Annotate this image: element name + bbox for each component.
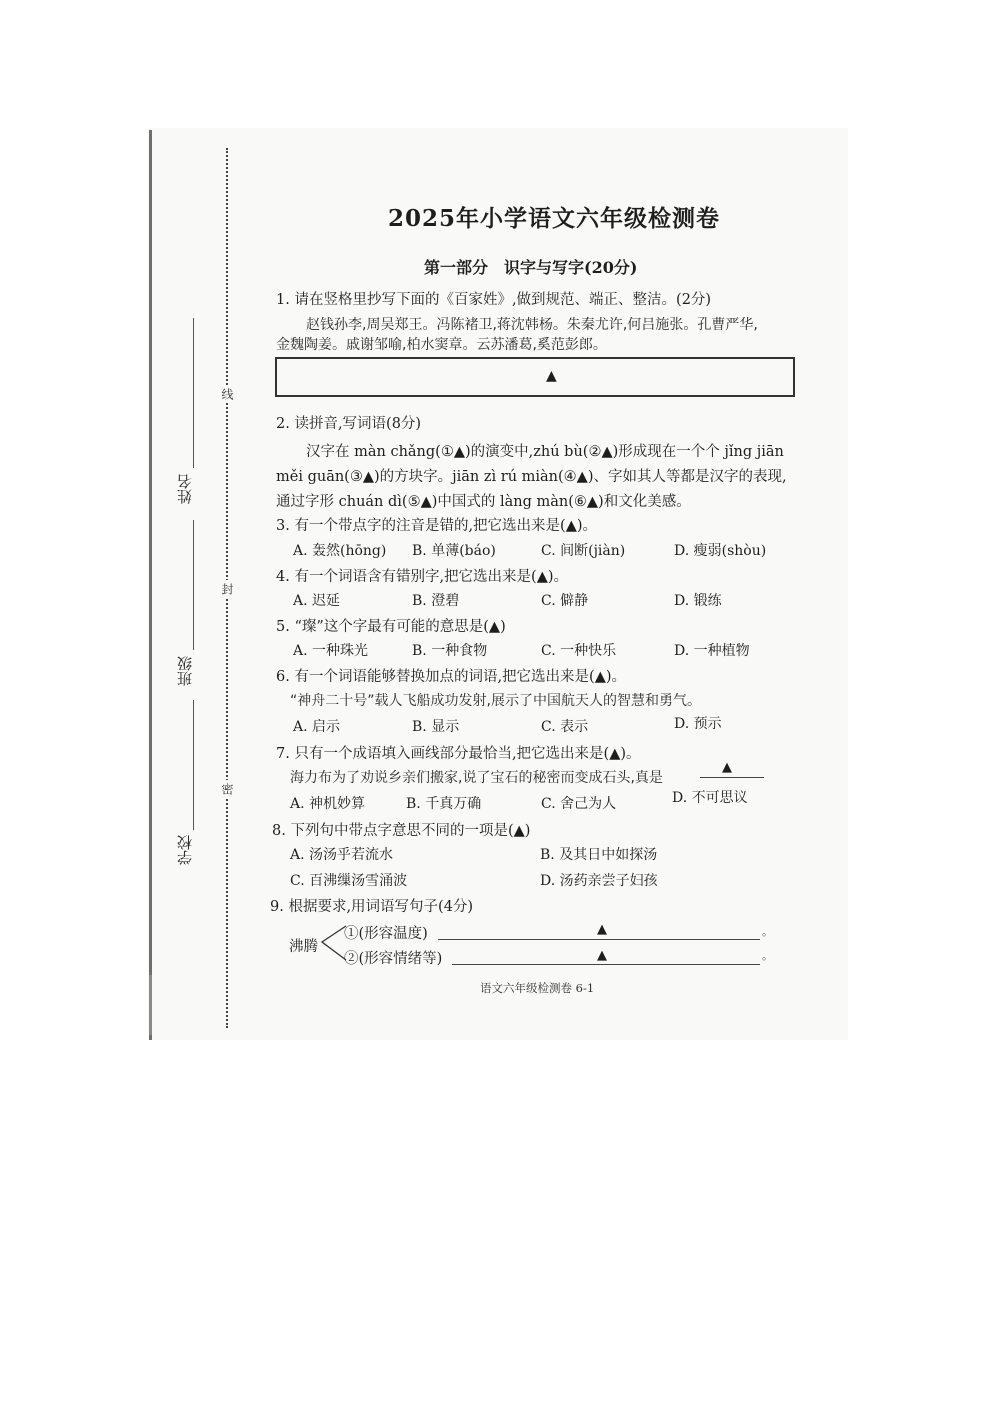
q9-end-mark2: 。 [762,949,773,962]
q5-option-b[interactable]: B. 一种食物 [412,643,488,659]
q9-stem: 9. 根据要求,用词语写句子(4分) [270,899,474,915]
q9-answer-line1[interactable] [438,939,760,940]
q9-answer-mark1: ▲ [597,922,607,937]
q9-item2: ②(形容情绪等) [344,951,443,967]
q6-option-b[interactable]: B. 显示 [412,719,460,735]
q4-option-a[interactable]: A. 迟延 [293,593,341,609]
seal-char-secret: 密 [219,780,236,798]
q1-text-line2: 金魏陶姜。戚谢邹喻,柏水窦章。云苏潘葛,奚范彭郎。 [276,337,607,353]
class-underline [193,520,194,650]
q9-answer-line2[interactable] [452,964,760,965]
q3-stem: 3. 有一个带点字的注音是错的,把它选出来是(▲)。 [276,518,598,534]
section-heading: 第一部分 识字与写字(20分) [424,258,638,277]
school-underline [193,700,194,830]
q8-option-b[interactable]: B. 及其日中如探汤 [540,847,658,863]
q7-option-d[interactable]: D. 不可思议 [672,790,748,806]
q2-text-line2: měi guān(③▲)的方块字。jiān zì rú miàn(④▲)、字如其人等都是汉字的表现, [276,469,787,485]
q3-option-a[interactable]: A. 轰然(hōng) [293,543,387,559]
q1-text-line1: 赵钱孙李,周吴郑王。冯陈褚卫,蒋沈韩杨。朱秦尤许,何吕施张。孔曹严华, [306,317,758,333]
q3-option-b[interactable]: B. 单薄(báo) [412,543,496,559]
school-label: 学校 [176,835,194,865]
page-footer: 语文六年级检测卷 6-1 [480,981,595,995]
q9-end-mark1: 。 [762,925,773,938]
q1-stem: 1. 请在竖格里抄写下面的《百家姓》,做到规范、端正、整洁。(2分) [276,292,712,308]
q9-word: 沸腾 [289,939,318,955]
q3-option-d[interactable]: D. 瘦弱(shòu) [674,543,767,559]
q9-answer-mark2: ▲ [597,948,607,963]
q5-option-d[interactable]: D. 一种植物 [674,643,750,659]
q7-option-c[interactable]: C. 舍己为人 [541,796,617,812]
page-title: 2025年小学语文六年级检测卷 [388,205,721,232]
q2-stem: 2. 读拼音,写词语(8分) [276,416,422,432]
q6-option-d[interactable]: D. 预示 [674,716,722,732]
q4-stem: 4. 有一个词语含有错别字,把它选出来是(▲)。 [276,569,569,585]
q8-option-a[interactable]: A. 汤汤乎若流水 [290,847,394,863]
q9-brace [288,918,348,968]
q2-text-line3: 通过字形 chuán dì(⑤▲)中国式的 làng màn(⑥▲)和文化美感。 [276,494,691,510]
q8-option-d[interactable]: D. 汤药亲尝子妇孩 [540,873,658,889]
q7-blank-mark: ▲ [722,760,732,775]
q6-stem: 6. 有一个词语能够替换加点的词语,把它选出来是(▲)。 [276,669,627,685]
q6-sentence: “神舟二十号”载人飞船成功发射,展示了中国航天人的智慧和勇气。 [290,693,701,709]
name-label: 姓名 [176,474,194,504]
q8-stem: 8. 下列句中带点字意思不同的一项是(▲) [272,823,531,839]
q7-blank-line[interactable] [700,777,764,778]
q4-option-b[interactable]: B. 澄碧 [412,593,460,609]
q9-item1: ①(形容温度) [344,926,428,942]
q1-answer-mark: ▲ [546,368,557,384]
seal-char-line: 线 [219,385,236,403]
q7-sentence: 海力布为了劝说乡亲们搬家,说了宝石的秘密而变成石头,真是 [290,770,663,786]
q6-option-a[interactable]: A. 启示 [293,719,341,735]
q7-option-a[interactable]: A. 神机妙算 [290,796,366,812]
q3-option-c[interactable]: C. 间断(jiàn) [541,543,626,559]
q5-option-a[interactable]: A. 一种珠光 [293,643,369,659]
q7-option-b[interactable]: B. 千真万确 [406,796,482,812]
q4-option-d[interactable]: D. 锻练 [674,593,722,609]
q4-option-c[interactable]: C. 僻静 [541,593,589,609]
q5-stem: 5. “璨”这个字最有可能的意思是(▲) [276,619,506,635]
q5-option-c[interactable]: C. 一种快乐 [541,643,617,659]
q1-copy-box[interactable] [275,357,795,397]
q2-text-line1: 汉字在 màn chǎng(①▲)的演变中,zhú bù(②▲)形成现在一个个 jǐng jiān [306,444,784,460]
q7-stem: 7. 只有一个成语填入画线部分最恰当,把它选出来是(▲)。 [276,746,641,762]
binding-edge-shadow [149,975,152,1035]
q6-option-c[interactable]: C. 表示 [541,719,589,735]
seal-char-seal: 封 [219,580,236,598]
name-underline [193,318,194,468]
q8-option-c[interactable]: C. 百沸缫汤雪涌波 [290,873,408,889]
class-label: 班级 [176,656,194,686]
binding-edge [149,130,152,1040]
